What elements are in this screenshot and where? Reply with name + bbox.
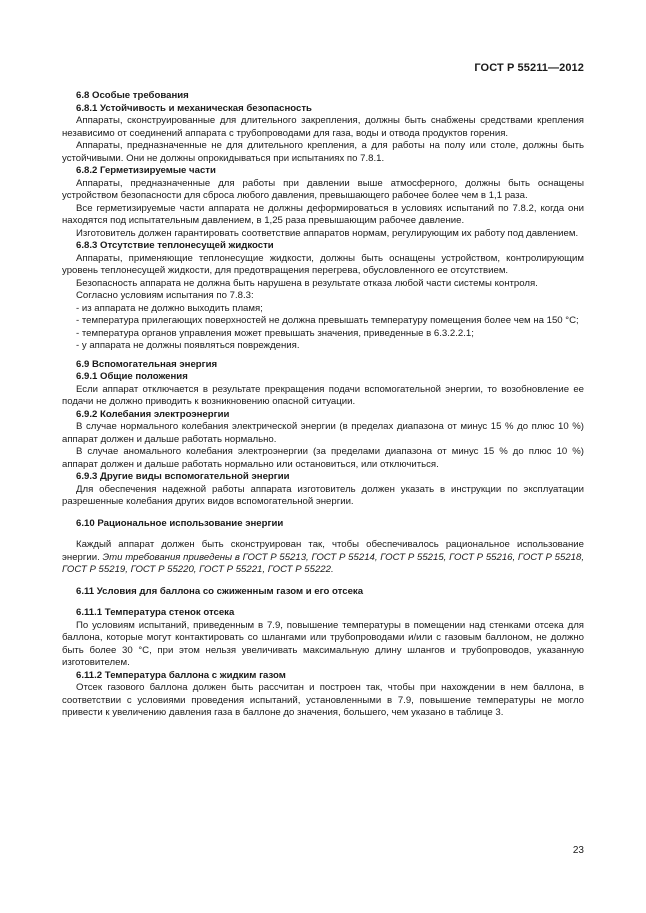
paragraph: В случае аномального колебания электроэнергии (за пределами диапазона от минус 15 % до плюс 10 %) аппарат должен и дальше работать нормально или остановиться, или отключиться. <box>62 446 584 470</box>
subsection-heading-6-9-1: 6.9.1 Общие положения <box>76 371 188 382</box>
list-item: - температура органов управления может превышать значения, приведенные в 6.3.2.2.1; <box>76 327 474 339</box>
paragraph-text: Каждый аппарат должен быть сконструирован так, чтобы обеспечивалось рациональное использование энергии. <box>62 539 584 563</box>
subsection-heading-6-8-2: 6.8.2 Герметизируемые части <box>76 165 216 176</box>
paragraph: Изготовитель должен гарантировать соответствие аппаратов нормам, регулирующим их работу под давлением. <box>76 227 579 239</box>
paragraph-energy <box>62 539 584 577</box>
section-heading-6-11: 6.11 Условия для баллона со сжиженным газом и его отсека <box>76 585 364 597</box>
paragraph: В случае нормального колебания электрической энергии (в пределах диапазона от минус 15 % до плюс 10 %) аппарат должен и дальше работать нормально. <box>62 421 584 445</box>
paragraph: Безопасность аппарата не должна быть нарушена в результате отказа любой части системы контроля. <box>76 277 538 289</box>
subsection-heading-6-9-3: 6.9.3 Другие виды вспомогательной энергии <box>76 471 290 482</box>
paragraph: Аппараты, применяющие теплонесущие жидкости, должны быть оснащены устройством, контролирующим уровень теплонесущей жидкости, для предотвращения перегрева, обусловленного ее отсутствием. <box>62 252 584 276</box>
paragraph: Аппараты, предназначенные для работы при давлении выше атмосферного, должны быть оснащены устройством безопасности для сброса любого давления, превышающего рабочее более чем в 1,1 раза. <box>62 177 584 201</box>
section-heading-6-9: 6.9 Вспомогательная энергия <box>76 358 218 370</box>
document-body <box>62 90 584 720</box>
page-number: 23 <box>572 845 584 856</box>
section-heading-6-8: 6.8 Особые требования <box>76 90 189 101</box>
list-item: - из аппарата не должно выходить пламя; <box>76 302 263 314</box>
section-heading-6-10: 6.10 Рациональное использование энергии <box>76 517 284 529</box>
subsection-heading-6-11-1: 6.11.1 Температура стенок отсека <box>76 607 235 618</box>
paragraph: Все герметизируемые части аппарата не должны деформироваться в условиях испытаний по 7.8.2, когда они находятся под испытательным давлением, в 1,25 раза превышающим рабочее давление. <box>62 202 584 226</box>
list-item: - температура прилегающих поверхностей не должна превышать температуру помещения более чем на 150 °С; <box>76 315 579 326</box>
paragraph: Если аппарат отключается в результате прекращения подачи вспомогательной энергии, то возобновление ее подачи не должно приводить к возникновению опасной ситуации. <box>62 383 584 407</box>
paragraph: Для обеспечения надежной работы аппарата изготовитель должен указать в инструкции по эксплуатации разрешенные колебания других видов вспомогательной энергии. <box>62 483 584 507</box>
paragraph-italic-reference: Эти требования приведены в ГОСТ Р 55213, ГОСТ Р 55214, ГОСТ Р 55215, ГОСТ Р 55216, ГОСТ Р 55218, ГОСТ Р 55219, ГОСТ Р 55220, ГОСТ Р 55221, ГОСТ Р 55222. <box>62 551 585 575</box>
paragraph: Аппараты, сконструированные для длительного закрепления, должны быть снабжены средствами крепления независимо от соединений аппарата с трубопроводами для газа, воды и отвода продуктов горения. <box>62 115 584 139</box>
paragraph: Согласно условиям испытания по 7.8.3: <box>76 290 254 301</box>
subsection-heading-6-9-2: 6.9.2 Колебания электроэнергии <box>76 408 230 420</box>
list-item: - у аппарата не должны появляться повреждения. <box>76 340 300 351</box>
subsection-heading-6-8-1: 6.8.1 Устойчивость и механическая безопасность <box>76 102 312 114</box>
paragraph: По условиям испытаний, приведенным в 7.9, повышение температуры в помещении над стенками отсека для баллона, которые могут контактировать со шлангами или трубопроводами и/или с газовым баллоном, не должно быть более 30 °С, при этом нельзя увеличивать максимальную длину шлангов и трубопроводов, указанную изготовителем. <box>62 619 584 668</box>
paragraph: Отсек газового баллона должен быть рассчитан и построен так, чтобы при нахождении в нем баллона, в соответствии с условиями проведения испытаний, установленными в 7.9, повышение температуры не могло привести к увеличению давления газа в баллоне до значения, большего, чем указано в таблице 3. <box>62 682 584 718</box>
subsection-heading-6-8-3: 6.8.3 Отсутствие теплонесущей жидкости <box>76 240 274 251</box>
standard-code: ГОСТ Р 55211—2012 <box>474 62 584 74</box>
subsection-heading-6-11-2: 6.11.2 Температура баллона с жидким газом <box>76 669 286 681</box>
paragraph: Аппараты, предназначенные не для длительного крепления, а для работы на полу или столе, должны быть устойчивыми. Они не должны опрокидываться при испытаниях по 7.8.1. <box>62 140 584 164</box>
